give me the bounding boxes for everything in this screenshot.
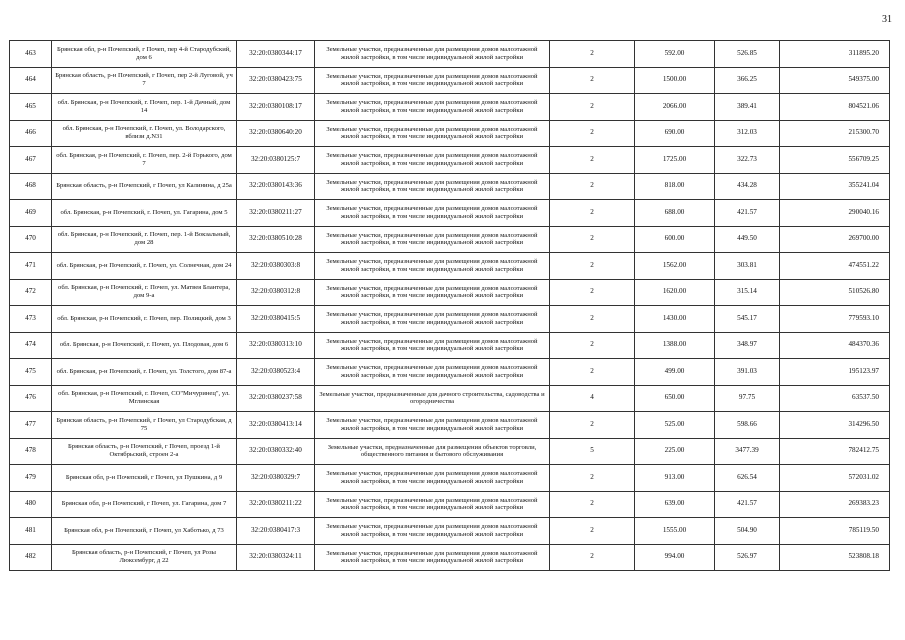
group-cell: 2 <box>550 306 635 333</box>
cadastral-number-cell: 32:20:0380415:5 <box>237 306 315 333</box>
land-use-cell: Земельные участки, предназначенные для размещения домов малоэтажной жилой застройки, в том числе индивидуальной жилой застройки <box>315 518 550 545</box>
unit-value-cell: 598.66 <box>715 412 780 439</box>
area-cell: 1725.00 <box>635 147 715 174</box>
address-cell: обл. Брянская, р-н Почепский, г. Почеп, пер. Полицкий, дом 3 <box>52 306 237 333</box>
cadastral-number-cell: 32:20:0380510:28 <box>237 226 315 253</box>
table-row <box>10 385 890 412</box>
cadastral-number-cell: 32:20:0380313:10 <box>237 332 315 359</box>
unit-value-cell: 421.57 <box>715 491 780 518</box>
row-number: 478 <box>10 438 52 465</box>
address-cell: обл. Брянская, р-н Почепский, г. Почеп, пер. 1-й Вокзальный, дом 28 <box>52 226 237 253</box>
cadastral-number-cell: 32:20:0380125:7 <box>237 147 315 174</box>
unit-value-cell: 449.50 <box>715 226 780 253</box>
area-cell: 650.00 <box>635 385 715 412</box>
row-number: 476 <box>10 385 52 412</box>
table-row <box>10 465 890 492</box>
cadastral-value-cell: 549375.00 <box>780 67 890 94</box>
address-cell: Брянская область, р-н Почепский, г Почеп, ул Розы Люксембург, д 22 <box>52 544 237 571</box>
group-cell: 2 <box>550 465 635 492</box>
row-number: 479 <box>10 465 52 492</box>
land-use-cell: Земельные участки, предназначенные для размещения домов малоэтажной жилой застройки, в том числе индивидуальной жилой застройки <box>315 412 550 439</box>
row-number: 473 <box>10 306 52 333</box>
cadastral-number-cell: 32:20:0380312:8 <box>237 279 315 306</box>
table-row <box>10 41 890 68</box>
group-cell: 5 <box>550 438 635 465</box>
row-number: 468 <box>10 173 52 200</box>
unit-value-cell: 504.90 <box>715 518 780 545</box>
table-row <box>10 412 890 439</box>
cadastral-value-cell: 355241.04 <box>780 173 890 200</box>
row-number: 467 <box>10 147 52 174</box>
land-use-cell: Земельные участки, предназначенные для размещения домов малоэтажной жилой застройки, в том числе индивидуальной жилой застройки <box>315 147 550 174</box>
cadastral-number-cell: 32:20:0380344:17 <box>237 41 315 68</box>
cadastral-number-cell: 32:20:0380413:14 <box>237 412 315 439</box>
group-cell: 2 <box>550 120 635 147</box>
unit-value-cell: 303.81 <box>715 253 780 280</box>
land-use-cell: Земельные участки, предназначенные для размещения домов малоэтажной жилой застройки, в том числе индивидуальной жилой застройки <box>315 306 550 333</box>
area-cell: 2066.00 <box>635 94 715 121</box>
area-cell: 818.00 <box>635 173 715 200</box>
group-cell: 2 <box>550 518 635 545</box>
area-cell: 525.00 <box>635 412 715 439</box>
group-cell: 2 <box>550 412 635 439</box>
unit-value-cell: 526.85 <box>715 41 780 68</box>
cadastral-value-cell: 779593.10 <box>780 306 890 333</box>
unit-value-cell: 626.54 <box>715 465 780 492</box>
cadastral-value-cell: 269383.23 <box>780 491 890 518</box>
area-cell: 600.00 <box>635 226 715 253</box>
cadastral-number-cell: 32:20:0380211:27 <box>237 200 315 227</box>
cadastral-number-cell: 32:20:0380143:36 <box>237 173 315 200</box>
row-number: 477 <box>10 412 52 439</box>
unit-value-cell: 312.03 <box>715 120 780 147</box>
address-cell: Брянская обл, р-н Почепский, г Почеп, ул Пушкина, д 9 <box>52 465 237 492</box>
table-row <box>10 438 890 465</box>
area-cell: 639.00 <box>635 491 715 518</box>
unit-value-cell: 389.41 <box>715 94 780 121</box>
area-cell: 1430.00 <box>635 306 715 333</box>
address-cell: Брянская обл, р-н Почепский, г Почеп, ул. Гагарина, дом 7 <box>52 491 237 518</box>
cadastral-value-cell: 556709.25 <box>780 147 890 174</box>
cadastral-value-cell: 314296.50 <box>780 412 890 439</box>
table-row <box>10 359 890 386</box>
row-number: 469 <box>10 200 52 227</box>
land-use-cell: Земельные участки, предназначенные для размещения домов малоэтажной жилой застройки, в том числе индивидуальной жилой застройки <box>315 173 550 200</box>
table-row <box>10 147 890 174</box>
cadastral-value-cell: 782412.75 <box>780 438 890 465</box>
row-number: 480 <box>10 491 52 518</box>
area-cell: 690.00 <box>635 120 715 147</box>
land-use-cell: Земельные участки, предназначенные для размещения домов малоэтажной жилой застройки, в том числе индивидуальной жилой застройки <box>315 465 550 492</box>
address-cell: Брянская обл, р-н Почепский, г Почеп, ул Хаботько, д 73 <box>52 518 237 545</box>
land-use-cell: Земельные участки, предназначенные для размещения домов малоэтажной жилой застройки, в том числе индивидуальной жилой застройки <box>315 41 550 68</box>
group-cell: 2 <box>550 94 635 121</box>
address-cell: обл. Брянская, р-н Почепский, г. Почеп, ул. Плодовая, дом 6 <box>52 332 237 359</box>
cadastral-number-cell: 32:20:0380303:8 <box>237 253 315 280</box>
land-use-cell: Земельные участки, предназначенные для размещения объектов торговли, общественного питания и бытового обслуживания <box>315 438 550 465</box>
land-use-cell: Земельные участки, предназначенные для размещения домов малоэтажной жилой застройки, в том числе индивидуальной жилой застройки <box>315 332 550 359</box>
address-cell: обл. Брянская, р-н Почепский, г. Почеп, пер. 1-й Дачный, дом 14 <box>52 94 237 121</box>
table-row <box>10 253 890 280</box>
address-cell: Брянская область, р-н Почепский, г Почеп, пер 2-й Луговой, уч 7 <box>52 67 237 94</box>
table-row <box>10 544 890 571</box>
group-cell: 2 <box>550 279 635 306</box>
area-cell: 225.00 <box>635 438 715 465</box>
land-use-cell: Земельные участки, предназначенные для размещения домов малоэтажной жилой застройки, в том числе индивидуальной жилой застройки <box>315 359 550 386</box>
cadastral-value-cell: 311895.20 <box>780 41 890 68</box>
row-number: 471 <box>10 253 52 280</box>
table-row <box>10 200 890 227</box>
cadastral-value-cell: 195123.97 <box>780 359 890 386</box>
table-row <box>10 332 890 359</box>
area-cell: 592.00 <box>635 41 715 68</box>
unit-value-cell: 348.97 <box>715 332 780 359</box>
table-body <box>10 41 890 571</box>
table-row <box>10 306 890 333</box>
area-cell: 1555.00 <box>635 518 715 545</box>
row-number: 482 <box>10 544 52 571</box>
group-cell: 2 <box>550 173 635 200</box>
group-cell: 2 <box>550 200 635 227</box>
land-use-cell: Земельные участки, предназначенные для размещения домов малоэтажной жилой застройки, в том числе индивидуальной жилой застройки <box>315 491 550 518</box>
unit-value-cell: 97.75 <box>715 385 780 412</box>
row-number: 481 <box>10 518 52 545</box>
area-cell: 994.00 <box>635 544 715 571</box>
unit-value-cell: 3477.39 <box>715 438 780 465</box>
table-row <box>10 120 890 147</box>
address-cell: обл. Брянская, р-н Почепский, г. Почеп, ул. Матвея Блантера, дом 9-а <box>52 279 237 306</box>
group-cell: 2 <box>550 147 635 174</box>
row-number: 470 <box>10 226 52 253</box>
group-cell: 2 <box>550 253 635 280</box>
table-row <box>10 491 890 518</box>
cadastral-value-cell: 785119.50 <box>780 518 890 545</box>
address-cell: обл. Брянская, р-н Почепский, г. Почеп, ул. Гагарина, дом 5 <box>52 200 237 227</box>
unit-value-cell: 322.73 <box>715 147 780 174</box>
row-number: 475 <box>10 359 52 386</box>
row-number: 464 <box>10 67 52 94</box>
cadastral-value-cell: 290040.16 <box>780 200 890 227</box>
area-cell: 913.00 <box>635 465 715 492</box>
group-cell: 2 <box>550 226 635 253</box>
cadastral-number-cell: 32:20:0380108:17 <box>237 94 315 121</box>
cadastral-number-cell: 32:20:0380237:58 <box>237 385 315 412</box>
table-row <box>10 279 890 306</box>
land-use-cell: Земельные участки, предназначенные для размещения домов малоэтажной жилой застройки, в том числе индивидуальной жилой застройки <box>315 253 550 280</box>
unit-value-cell: 526.97 <box>715 544 780 571</box>
land-use-cell: Земельные участки, предназначенные для размещения домов малоэтажной жилой застройки, в том числе индивидуальной жилой застройки <box>315 120 550 147</box>
cadastral-value-cell: 474551.22 <box>780 253 890 280</box>
address-cell: обл. Брянская, р-н Почепский, г. Почеп, ул. Толстого, дом 87-а <box>52 359 237 386</box>
area-cell: 1562.00 <box>635 253 715 280</box>
cadastral-value-cell: 269700.00 <box>780 226 890 253</box>
unit-value-cell: 391.03 <box>715 359 780 386</box>
address-cell: Брянская обл, р-н Почепский, г Почеп, пер 4-й Стародубский, дом 6 <box>52 41 237 68</box>
group-cell: 4 <box>550 385 635 412</box>
area-cell: 499.00 <box>635 359 715 386</box>
table-row <box>10 518 890 545</box>
cadastral-value-cell: 510526.80 <box>780 279 890 306</box>
cadastral-number-cell: 32:20:0380523:4 <box>237 359 315 386</box>
land-use-cell: Земельные участки, предназначенные для размещения домов малоэтажной жилой застройки, в том числе индивидуальной жилой застройки <box>315 544 550 571</box>
land-use-cell: Земельные участки, предназначенные для дачного строительства, садоводства и огородничества <box>315 385 550 412</box>
cadastral-number-cell: 32:20:0380211:22 <box>237 491 315 518</box>
cadastral-number-cell: 32:20:0380640:20 <box>237 120 315 147</box>
land-use-cell: Земельные участки, предназначенные для размещения домов малоэтажной жилой застройки, в том числе индивидуальной жилой застройки <box>315 94 550 121</box>
row-number: 465 <box>10 94 52 121</box>
row-number: 474 <box>10 332 52 359</box>
unit-value-cell: 366.25 <box>715 67 780 94</box>
unit-value-cell: 315.14 <box>715 279 780 306</box>
table-row <box>10 226 890 253</box>
cadastral-value-cell: 484370.36 <box>780 332 890 359</box>
row-number: 463 <box>10 41 52 68</box>
area-cell: 1500.00 <box>635 67 715 94</box>
land-plots-table <box>9 40 890 571</box>
cadastral-value-cell: 63537.50 <box>780 385 890 412</box>
table-row <box>10 173 890 200</box>
unit-value-cell: 434.28 <box>715 173 780 200</box>
cadastral-number-cell: 32:20:0380417:3 <box>237 518 315 545</box>
area-cell: 1388.00 <box>635 332 715 359</box>
land-use-cell: Земельные участки, предназначенные для размещения домов малоэтажной жилой застройки, в том числе индивидуальной жилой застройки <box>315 226 550 253</box>
unit-value-cell: 545.17 <box>715 306 780 333</box>
row-number: 466 <box>10 120 52 147</box>
area-cell: 688.00 <box>635 200 715 227</box>
row-number: 472 <box>10 279 52 306</box>
cadastral-value-cell: 215300.70 <box>780 120 890 147</box>
group-cell: 2 <box>550 544 635 571</box>
land-use-cell: Земельные участки, предназначенные для размещения домов малоэтажной жилой застройки, в том числе индивидуальной жилой застройки <box>315 279 550 306</box>
address-cell: обл. Брянская, р-н Почепский, г. Почеп, ул. Солнечная, дом 24 <box>52 253 237 280</box>
group-cell: 2 <box>550 41 635 68</box>
cadastral-value-cell: 572031.02 <box>780 465 890 492</box>
address-cell: обл. Брянская, р-н Почепский, г. Почеп, СО"Мичуринец", ул. Мглинская <box>52 385 237 412</box>
cadastral-number-cell: 32:20:0380329:7 <box>237 465 315 492</box>
address-cell: обл. Брянская, р-н Почепский, г. Почеп, ул. Володарского, вблизи д.N31 <box>52 120 237 147</box>
cadastral-number-cell: 32:20:0380324:11 <box>237 544 315 571</box>
address-cell: Брянская область, р-н Почепский, г Почеп, проезд 1-й Октябрьский, строен 2-а <box>52 438 237 465</box>
table-row <box>10 67 890 94</box>
cadastral-value-cell: 523808.18 <box>780 544 890 571</box>
group-cell: 2 <box>550 491 635 518</box>
group-cell: 2 <box>550 67 635 94</box>
unit-value-cell: 421.57 <box>715 200 780 227</box>
group-cell: 2 <box>550 332 635 359</box>
address-cell: Брянская область, р-н Почепский, г Почеп, ул Калинина, д 25а <box>52 173 237 200</box>
address-cell: Брянская область, р-н Почепский, г Почеп, ул Стародубская, д 75 <box>52 412 237 439</box>
table-row <box>10 94 890 121</box>
cadastral-number-cell: 32:20:0380332:40 <box>237 438 315 465</box>
cadastral-number-cell: 32:20:0380423:75 <box>237 67 315 94</box>
address-cell: обл. Брянская, р-н Почепский, г. Почеп, пер. 2-й Горького, дом 7 <box>52 147 237 174</box>
land-use-cell: Земельные участки, предназначенные для размещения домов малоэтажной жилой застройки, в том числе индивидуальной жилой застройки <box>315 67 550 94</box>
group-cell: 2 <box>550 359 635 386</box>
page-number: 31 <box>882 14 892 25</box>
area-cell: 1620.00 <box>635 279 715 306</box>
land-use-cell: Земельные участки, предназначенные для размещения домов малоэтажной жилой застройки, в том числе индивидуальной жилой застройки <box>315 200 550 227</box>
cadastral-value-cell: 804521.06 <box>780 94 890 121</box>
